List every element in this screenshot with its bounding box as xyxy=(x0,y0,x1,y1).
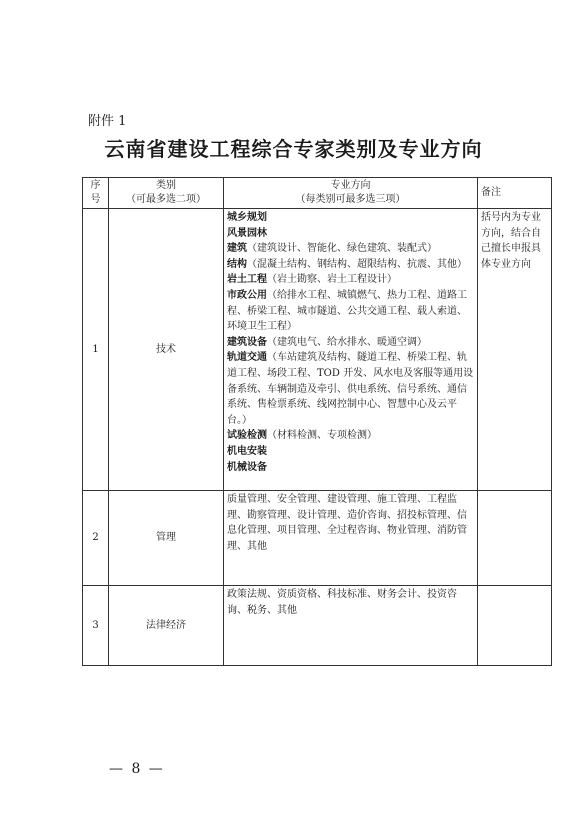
header-remarks: 备注 xyxy=(478,178,552,209)
row-specialty-text: 政策法规、资质资格、科技标准、财务会计、投资咨询、税务、其他 xyxy=(224,586,478,666)
row-seq: 3 xyxy=(83,586,109,666)
specialty-item xyxy=(227,428,474,444)
header-seq xyxy=(83,178,109,209)
specialty-item-name: 市政公用 xyxy=(227,289,267,301)
specialty-item-name: 机电安装 xyxy=(227,445,267,457)
specialty-item-name: 试验检测 xyxy=(227,430,267,442)
specialty-item-detail: （给排水工程、城镇燃气、热力工程、道路工程、桥梁工程、城市隧道、公共交通工程、载人索道、环境卫生工程） xyxy=(227,289,467,333)
specialty-item-name: 机械设备 xyxy=(227,461,267,473)
specialty-item-name: 轨道交通 xyxy=(227,352,267,364)
specialty-item-detail: （建筑设计、智能化、绿色建筑、装配式） xyxy=(247,243,437,255)
specialty-item-name: 结构 xyxy=(227,258,247,270)
header-specialty-line2: （每类别可最多选三项） xyxy=(295,194,406,205)
specialty-item-name: 建筑设备 xyxy=(227,336,267,348)
header-specialty xyxy=(224,178,478,209)
row-specialty-list xyxy=(224,209,478,491)
row-seq: 2 xyxy=(83,491,109,586)
attachment-label: 附件 1 xyxy=(88,114,127,129)
specialty-item xyxy=(227,226,474,242)
specialty-item xyxy=(227,257,474,273)
table-row xyxy=(83,586,552,666)
specialty-item xyxy=(227,335,474,351)
table-header-row xyxy=(83,178,552,209)
specialty-item-detail: （混凝土结构、钢结构、超限结构、抗震、其他） xyxy=(247,258,467,270)
row-category: 技术 xyxy=(109,209,224,491)
table-row xyxy=(83,491,552,586)
header-category-line2: （可最多选二项） xyxy=(126,194,206,205)
row-specialty-text: 质量管理、安全管理、建设管理、施工管理、工程监理、勘察管理、设计管理、造价咨询、招投标管理、信息化管理、项目管理、全过程咨询、物业管理、消防管理、其他 xyxy=(224,491,478,586)
specialty-item xyxy=(227,444,474,460)
header-category xyxy=(109,178,224,209)
specialty-item-detail: （建筑电气、给水排水、暖通空调） xyxy=(267,336,427,348)
specialty-item xyxy=(227,350,474,428)
specialty-item-detail: （岩土勘察、岩土工程设计） xyxy=(267,274,397,286)
header-seq-line1: 序 xyxy=(90,180,101,191)
specialty-item-name: 城乡规划 xyxy=(227,212,267,223)
specialty-item xyxy=(227,210,474,226)
row-category: 管理 xyxy=(109,491,224,586)
table-row xyxy=(83,209,552,491)
specialty-item xyxy=(227,288,474,335)
specialty-item xyxy=(227,241,474,257)
header-seq-line2: 号 xyxy=(90,194,101,205)
specialty-item xyxy=(227,460,474,476)
row-remarks: 括号内为专业方向，结合自己擅长申报具体专业方向 xyxy=(478,209,552,491)
page-title: 云南省建设工程综合专家类别及专业方向 xyxy=(104,137,483,161)
header-category-line1: 类别 xyxy=(156,180,176,191)
specialty-table xyxy=(82,177,552,666)
specialty-item-name: 建筑 xyxy=(227,243,247,255)
row-seq: 1 xyxy=(83,209,109,491)
specialty-item-name: 岩土工程 xyxy=(227,274,267,286)
header-specialty-line1: 专业方向 xyxy=(330,180,371,191)
specialty-item-detail: （材料检测、专项检测） xyxy=(267,430,377,442)
row-remarks xyxy=(478,491,552,586)
specialty-item xyxy=(227,272,474,288)
specialty-item-name: 风景园林 xyxy=(227,227,267,239)
row-category: 法律经济 xyxy=(109,586,224,666)
row-remarks xyxy=(478,586,552,666)
page-number: — 8 — xyxy=(109,761,165,777)
specialty-item-detail: （车站建筑及结构、隧道工程、桥梁工程、轨道工程、场段工程、TOD 开发、风水电及客服等通用设备系统、车辆制造及牵引、供电系统、信号系统、通信系统、售检票系统、线网控制中心、智慧中心及云平台。） xyxy=(227,352,474,426)
